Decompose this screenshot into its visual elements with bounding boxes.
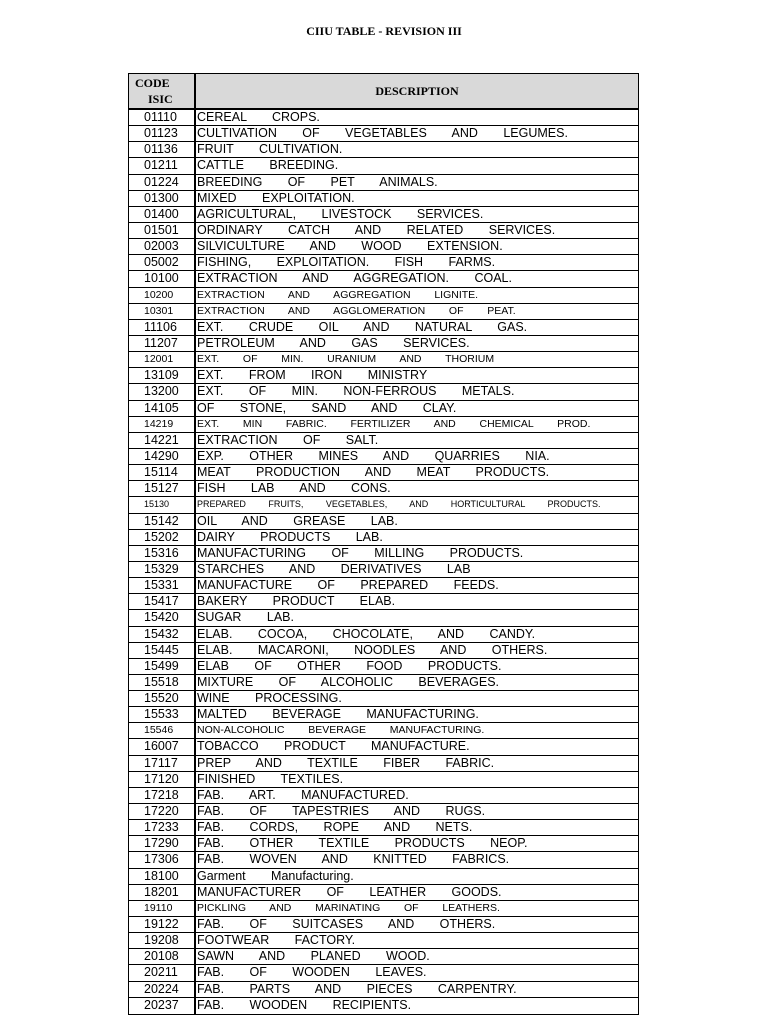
table-row — [129, 288, 638, 304]
code-cell: 17218 — [129, 788, 196, 803]
code-cell: 14290 — [129, 449, 196, 464]
table-row — [129, 401, 638, 417]
table-row — [129, 949, 638, 965]
description-cell: PREPARED FRUITS, VEGETABLES, AND HORTICULTURAL PRODUCTS. — [197, 499, 601, 510]
code-cell: 15420 — [129, 610, 196, 625]
code-cell: 05002 — [129, 255, 196, 270]
description-cell: EXT. MIN FABRIC. FERTILIZER AND CHEMICAL PROD. — [197, 417, 591, 430]
description-cell: EXTRACTION OF SALT. — [197, 432, 379, 447]
table-row — [129, 933, 638, 949]
table-row — [129, 368, 638, 384]
table-row — [129, 142, 638, 158]
description-cell: SUGAR LAB. — [197, 610, 294, 625]
table-row — [129, 514, 638, 530]
code-cell: 19208 — [129, 933, 196, 948]
code-cell: 16007 — [129, 739, 196, 754]
description-cell: MIXED EXPLOITATION. — [197, 190, 355, 205]
description-cell: FOOTWEAR FACTORY. — [197, 933, 356, 948]
table-row — [129, 530, 638, 546]
code-cell: 15445 — [129, 643, 196, 658]
description-cell: SAWN AND PLANED WOOD. — [197, 949, 430, 964]
code-cell: 17117 — [129, 756, 196, 771]
description-cell: FAB. PARTS AND PIECES CARPENTRY. — [197, 981, 517, 996]
table-row — [129, 982, 638, 998]
description-cell: ORDINARY CATCH AND RELATED SERVICES. — [197, 222, 556, 237]
code-cell: 15533 — [129, 707, 196, 722]
code-cell: 15432 — [129, 627, 196, 642]
description-cell: ELAB OF OTHER FOOD PRODUCTS. — [197, 658, 502, 673]
table-row — [129, 804, 638, 820]
table-row — [129, 126, 638, 142]
code-cell: 01300 — [129, 191, 196, 206]
code-cell: 15130 — [129, 497, 196, 512]
description-cell: EXP. OTHER MINES AND QUARRIES NIA. — [197, 448, 550, 463]
table-row — [129, 481, 638, 497]
code-cell: 15520 — [129, 691, 196, 706]
table-row — [129, 546, 638, 562]
code-cell: 01224 — [129, 175, 196, 190]
code-cell: 19110 — [129, 901, 196, 916]
code-cell: 17220 — [129, 804, 196, 819]
description-cell: FAB. OF WOODEN LEAVES. — [197, 965, 427, 980]
code-cell: 15202 — [129, 530, 196, 545]
code-cell: 01123 — [129, 126, 196, 141]
table-row — [129, 207, 638, 223]
table-row — [129, 255, 638, 271]
code-cell: 15114 — [129, 465, 196, 480]
description-cell: BREEDING OF PET ANIMALS. — [197, 174, 438, 189]
table-row — [129, 965, 638, 981]
table-row — [129, 836, 638, 852]
description-cell: EXT. CRUDE OIL AND NATURAL GAS. — [197, 319, 528, 334]
code-column-header — [129, 74, 196, 108]
table-row — [129, 384, 638, 400]
description-cell: Garment Manufacturing. — [197, 868, 354, 883]
description-cell: NON-ALCOHOLIC BEVERAGE MANUFACTURING. — [197, 724, 485, 737]
table-row — [129, 497, 638, 513]
description-cell: FAB. OF TAPESTRIES AND RUGS. — [197, 804, 486, 819]
description-column-header: DESCRIPTION — [375, 83, 459, 98]
code-cell: 15142 — [129, 514, 196, 529]
table-row — [129, 885, 638, 901]
code-cell: 15417 — [129, 594, 196, 609]
description-cell: STARCHES AND DERIVATIVES LAB — [197, 561, 471, 576]
table-row — [129, 820, 638, 836]
code-header-line2: ISIC — [148, 92, 173, 106]
table-row — [129, 739, 638, 755]
table-row — [129, 869, 638, 885]
code-cell: 20211 — [129, 965, 196, 980]
code-cell: 01400 — [129, 207, 196, 222]
code-cell: 18100 — [129, 869, 196, 884]
description-cell: EXT. FROM IRON MINISTRY — [197, 368, 428, 383]
table-row — [129, 271, 638, 287]
table-row — [129, 723, 638, 739]
table-row — [129, 627, 638, 643]
code-header-line1: CODE — [135, 76, 170, 90]
description-cell: FISH LAB AND CONS. — [197, 481, 391, 496]
description-cell: PETROLEUM AND GAS SERVICES. — [197, 335, 470, 350]
description-cell: FINISHED TEXTILES. — [197, 771, 344, 786]
code-cell: 15127 — [129, 481, 196, 496]
description-cell: CULTIVATION OF VEGETABLES AND LEGUMES. — [197, 126, 568, 141]
table-row — [129, 320, 638, 336]
code-cell: 15316 — [129, 546, 196, 561]
table-row — [129, 578, 638, 594]
code-cell: 11106 — [129, 320, 196, 335]
code-cell: 15518 — [129, 675, 196, 690]
table-row — [129, 643, 638, 659]
table-row — [129, 610, 638, 626]
table-row — [129, 465, 638, 481]
table-row — [129, 788, 638, 804]
code-cell: 19122 — [129, 917, 196, 932]
description-cell: EXTRACTION AND AGGREGATION LIGNITE. — [197, 288, 479, 301]
description-cell: MALTED BEVERAGE MANUFACTURING. — [197, 707, 479, 722]
description-cell: OF STONE, SAND AND CLAY. — [197, 400, 457, 415]
description-cell: FAB. CORDS, ROPE AND NETS. — [197, 820, 473, 835]
description-cell: DAIRY PRODUCTS LAB. — [197, 529, 383, 544]
table-row — [129, 336, 638, 352]
description-cell: TOBACCO PRODUCT MANUFACTURE. — [197, 739, 470, 754]
code-cell: 15329 — [129, 562, 196, 577]
table-row — [129, 901, 638, 917]
description-cell: FAB. WOODEN RECIPIENTS. — [197, 997, 412, 1012]
table-row — [129, 433, 638, 449]
ciiu-table — [128, 73, 639, 1015]
code-cell: 20237 — [129, 998, 196, 1014]
page-title: CIIU TABLE - REVISION III — [306, 24, 462, 38]
description-cell: OIL AND GREASE LAB. — [197, 513, 398, 528]
description-cell: EXT. OF MIN. NON-FERROUS METALS. — [197, 384, 515, 399]
description-cell: SILVICULTURE AND WOOD EXTENSION. — [197, 239, 503, 254]
table-row — [129, 562, 638, 578]
code-cell: 14105 — [129, 401, 196, 416]
description-cell: MIXTURE OF ALCOHOLIC BEVERAGES. — [197, 674, 500, 689]
description-cell: CEREAL CROPS. — [197, 110, 320, 124]
table-row — [129, 239, 638, 255]
description-cell: EXTRACTION AND AGGREGATION. COAL. — [197, 271, 512, 286]
description-cell: BAKERY PRODUCT ELAB. — [197, 594, 396, 609]
code-cell: 13200 — [129, 384, 196, 399]
code-cell: 01110 — [129, 110, 196, 125]
description-cell: EXT. OF MIN. URANIUM AND THORIUM — [197, 353, 495, 366]
code-cell: 18201 — [129, 885, 196, 900]
table-row — [129, 707, 638, 723]
table-row — [129, 158, 638, 174]
description-cell: MANUFACTURING OF MILLING PRODUCTS. — [197, 545, 524, 560]
code-cell: 01501 — [129, 223, 196, 238]
table-row — [129, 449, 638, 465]
table-row — [129, 659, 638, 675]
code-cell: 13109 — [129, 368, 196, 383]
description-cell: AGRICULTURAL, LIVESTOCK SERVICES. — [197, 206, 484, 221]
table-row — [129, 352, 638, 368]
table-row — [129, 110, 638, 126]
description-cell: ELAB. MACARONI, NOODLES AND OTHERS. — [197, 642, 548, 657]
table-row — [129, 675, 638, 691]
description-cell: ELAB. COCOA, CHOCOLATE, AND CANDY. — [197, 626, 536, 641]
table-row — [129, 304, 638, 320]
description-cell: FAB. OF SUITCASES AND OTHERS. — [197, 917, 496, 932]
code-cell: 14221 — [129, 433, 196, 448]
table-row — [129, 772, 638, 788]
code-cell: 20108 — [129, 949, 196, 964]
code-cell: 17290 — [129, 836, 196, 851]
table-row — [129, 191, 638, 207]
code-cell: 01211 — [129, 158, 196, 173]
table-row — [129, 223, 638, 239]
table-row — [129, 175, 638, 191]
description-cell: FAB. ART. MANUFACTURED. — [197, 787, 409, 802]
table-row — [129, 691, 638, 707]
description-cell: CATTLE BREEDING. — [197, 158, 339, 173]
table-header — [129, 74, 638, 110]
table-row — [129, 594, 638, 610]
code-cell: 15499 — [129, 659, 196, 674]
code-cell: 17306 — [129, 852, 196, 867]
table-row — [129, 917, 638, 933]
code-cell: 15331 — [129, 578, 196, 593]
table-row — [129, 998, 638, 1014]
code-cell: 11207 — [129, 336, 196, 351]
table-row — [129, 756, 638, 772]
description-cell: FAB. WOVEN AND KNITTED FABRICS. — [197, 852, 510, 867]
code-cell: 15546 — [129, 723, 196, 738]
table-row — [129, 417, 638, 433]
code-cell: 17120 — [129, 772, 196, 787]
description-cell: MANUFACTURE OF PREPARED FEEDS. — [197, 578, 499, 593]
code-cell: 01136 — [129, 142, 196, 157]
description-cell: MANUFACTURER OF LEATHER GOODS. — [197, 884, 502, 899]
description-cell: PICKLING AND MARINATING OF LEATHERS. — [197, 901, 500, 914]
code-cell: 10200 — [129, 288, 196, 303]
code-cell: 10100 — [129, 271, 196, 286]
code-cell: 02003 — [129, 239, 196, 254]
description-cell: FAB. OTHER TEXTILE PRODUCTS NEOP. — [197, 836, 528, 851]
description-cell: PREP AND TEXTILE FIBER FABRIC. — [197, 755, 495, 770]
table-row — [129, 852, 638, 868]
description-cell: EXTRACTION AND AGGLOMERATION OF PEAT. — [197, 304, 516, 317]
code-cell: 10301 — [129, 304, 196, 319]
code-cell: 20224 — [129, 982, 196, 997]
code-cell: 17233 — [129, 820, 196, 835]
description-cell: WINE PROCESSING. — [197, 691, 342, 706]
description-cell: FISHING, EXPLOITATION. FISH FARMS. — [197, 255, 496, 270]
code-cell: 14219 — [129, 417, 196, 432]
code-cell: 12001 — [129, 352, 196, 367]
description-cell: MEAT PRODUCTION AND MEAT PRODUCTS. — [197, 465, 550, 480]
description-cell: FRUIT CULTIVATION. — [197, 142, 343, 157]
table-body — [129, 110, 638, 1014]
